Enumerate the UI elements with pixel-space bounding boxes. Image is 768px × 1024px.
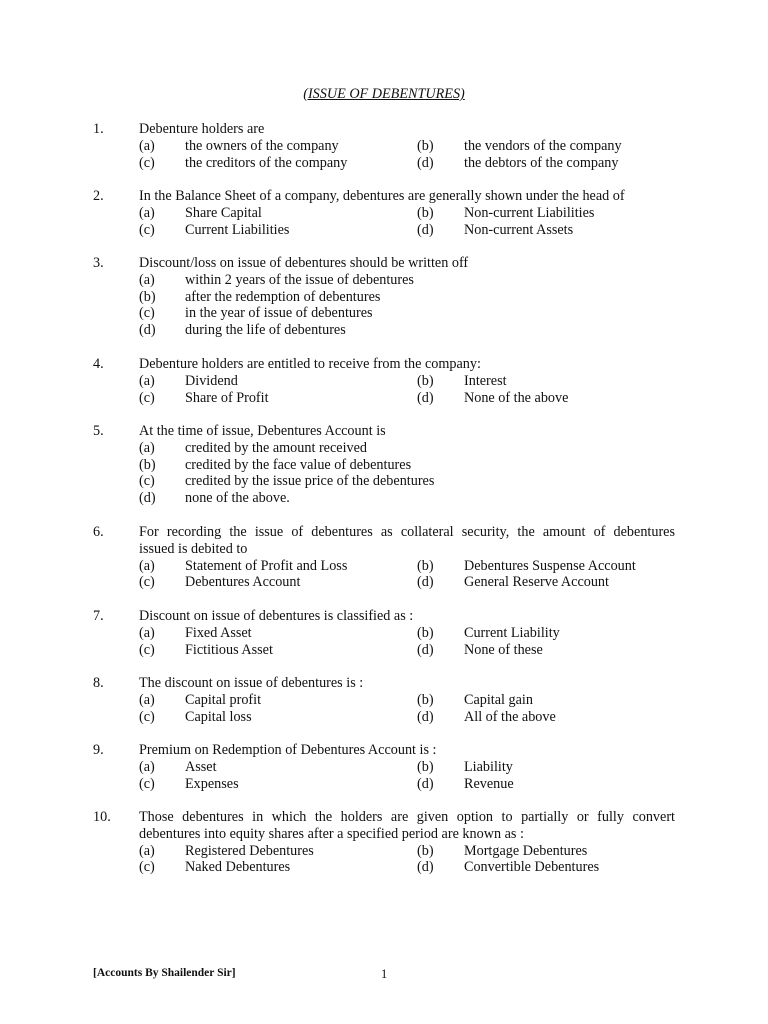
option-row xyxy=(0,558,768,575)
option-label: (b) xyxy=(417,624,434,641)
option-text: Expenses xyxy=(185,775,239,792)
question-stem-line xyxy=(0,356,768,373)
option-row xyxy=(0,625,768,642)
option-row xyxy=(0,322,768,339)
question-number: 8. xyxy=(93,675,104,691)
option-text: Revenue xyxy=(464,775,514,792)
question-number: 6. xyxy=(93,524,104,540)
footer-author: [Accounts By Shailender Sir] xyxy=(93,967,236,979)
option-label: (b) xyxy=(417,204,434,221)
option-row xyxy=(0,473,768,490)
option-text: the creditors of the company xyxy=(185,154,348,171)
question-text: Discount on issue of debentures is classified as : xyxy=(139,608,414,624)
question-stem-line xyxy=(0,809,768,826)
option-row xyxy=(0,440,768,457)
option-text: Interest xyxy=(464,372,507,389)
option-label: (d) xyxy=(417,859,434,876)
question-number: 7. xyxy=(93,608,104,624)
option-text: the debtors of the company xyxy=(464,154,619,171)
question-stem-line xyxy=(0,188,768,205)
option-row xyxy=(0,305,768,322)
option-text: in the year of issue of debentures xyxy=(185,305,373,322)
option-label: (a) xyxy=(139,624,155,641)
option-text: credited by the issue price of the debentures xyxy=(185,473,435,490)
option-label: (a) xyxy=(139,842,155,859)
option-text: credited by the amount received xyxy=(185,439,367,456)
option-row xyxy=(0,155,768,172)
option-text: Share Capital xyxy=(185,204,262,221)
option-row xyxy=(0,692,768,709)
option-label: (a) xyxy=(139,372,155,389)
option-label: (d) xyxy=(417,641,434,658)
option-row xyxy=(0,205,768,222)
option-text: the owners of the company xyxy=(185,137,339,154)
option-label: (d) xyxy=(139,490,156,507)
option-text: Debentures Account xyxy=(185,574,301,591)
option-text: Mortgage Debentures xyxy=(464,842,588,859)
option-text: during the life of debentures xyxy=(185,322,346,339)
option-row xyxy=(0,574,768,591)
option-row xyxy=(0,222,768,239)
question-number: 1. xyxy=(93,121,104,137)
page-title: (ISSUE OF DEBENTURES) xyxy=(303,86,465,102)
question-text: Those debentures in which the holders are given option to partially or fully convert xyxy=(139,809,675,825)
option-text: Share of Profit xyxy=(185,389,269,406)
question-number: 3. xyxy=(93,255,104,271)
question-10 xyxy=(0,809,768,876)
option-text: credited by the face value of debentures xyxy=(185,456,412,473)
question-stem-line xyxy=(0,742,768,759)
question-number: 10. xyxy=(93,809,111,825)
option-label: (a) xyxy=(139,204,155,221)
option-text: Capital profit xyxy=(185,691,262,708)
question-text: Discount/loss on issue of debentures should be written off xyxy=(139,255,469,271)
option-text: Capital gain xyxy=(464,691,533,708)
option-label: (c) xyxy=(139,708,155,725)
page-number: 1 xyxy=(381,967,388,981)
option-label: (b) xyxy=(417,372,434,389)
option-label: (b) xyxy=(139,456,156,473)
question-stem-line xyxy=(0,255,768,272)
option-label: (b) xyxy=(139,288,156,305)
option-label: (c) xyxy=(139,859,155,876)
option-text: Naked Debentures xyxy=(185,859,291,876)
question-text: At the time of issue, Debentures Account is xyxy=(139,423,386,439)
question-text: The discount on issue of debentures is : xyxy=(139,675,364,691)
option-label: (d) xyxy=(417,775,434,792)
option-label: (b) xyxy=(417,842,434,859)
option-text: Non-current Assets xyxy=(464,221,574,238)
option-label: (c) xyxy=(139,305,155,322)
option-label: (a) xyxy=(139,557,155,574)
option-row xyxy=(0,843,768,860)
option-text: Capital loss xyxy=(185,708,252,725)
option-label: (b) xyxy=(417,557,434,574)
option-label: (c) xyxy=(139,154,155,171)
option-label: (d) xyxy=(417,154,434,171)
option-text: Statement of Profit and Loss xyxy=(185,557,348,574)
option-label: (c) xyxy=(139,641,155,658)
question-4 xyxy=(0,356,768,406)
option-text: Registered Debentures xyxy=(185,842,314,859)
question-6 xyxy=(0,524,768,591)
option-row xyxy=(0,289,768,306)
question-text: In the Balance Sheet of a company, debentures are generally shown under the head of xyxy=(139,188,625,204)
option-label: (a) xyxy=(139,691,155,708)
option-label: (d) xyxy=(417,389,434,406)
option-text: within 2 years of the issue of debentures xyxy=(185,271,414,288)
question-stem-line xyxy=(0,121,768,138)
question-2 xyxy=(0,188,768,238)
option-row xyxy=(0,490,768,507)
option-row xyxy=(0,373,768,390)
option-label: (c) xyxy=(139,473,155,490)
option-label: (a) xyxy=(139,439,155,456)
option-text: Asset xyxy=(185,758,217,775)
option-text: None of the above xyxy=(464,389,569,406)
option-label: (a) xyxy=(139,271,155,288)
question-3 xyxy=(0,255,768,339)
option-label: (d) xyxy=(417,708,434,725)
question-number: 5. xyxy=(93,423,104,439)
option-row xyxy=(0,642,768,659)
option-text: Fictitious Asset xyxy=(185,641,273,658)
option-text: Current Liabilities xyxy=(185,221,290,238)
question-text-continued: issued is debited to xyxy=(139,540,248,557)
option-row xyxy=(0,776,768,793)
question-stem-line xyxy=(0,541,768,558)
option-label: (d) xyxy=(417,221,434,238)
option-label: (c) xyxy=(139,775,155,792)
option-label: (b) xyxy=(417,137,434,154)
option-label: (c) xyxy=(139,574,155,591)
option-text: none of the above. xyxy=(185,490,290,507)
question-stem-line xyxy=(0,423,768,440)
question-number: 4. xyxy=(93,356,104,372)
option-label: (c) xyxy=(139,221,155,238)
option-row xyxy=(0,759,768,776)
question-text: Debenture holders are xyxy=(139,121,265,137)
option-text: Convertible Debentures xyxy=(464,859,600,876)
option-label: (b) xyxy=(417,758,434,775)
option-text: All of the above xyxy=(464,708,556,725)
question-text: Premium on Redemption of Debentures Account is : xyxy=(139,742,437,758)
option-text: Current Liability xyxy=(464,624,560,641)
option-label: (a) xyxy=(139,137,155,154)
option-label: (d) xyxy=(417,574,434,591)
option-row xyxy=(0,138,768,155)
option-row xyxy=(0,457,768,474)
question-9 xyxy=(0,742,768,792)
question-text: Debenture holders are entitled to receive from the company: xyxy=(139,356,481,372)
option-row xyxy=(0,272,768,289)
question-stem-line xyxy=(0,826,768,843)
option-row xyxy=(0,709,768,726)
question-7 xyxy=(0,608,768,658)
option-row xyxy=(0,390,768,407)
question-8 xyxy=(0,675,768,725)
question-number: 9. xyxy=(93,742,104,758)
option-text: Debentures Suspense Account xyxy=(464,557,636,574)
question-stem-line xyxy=(0,675,768,692)
question-1 xyxy=(0,121,768,171)
question-stem-line xyxy=(0,524,768,541)
option-text: Fixed Asset xyxy=(185,624,252,641)
question-number: 2. xyxy=(93,188,104,204)
option-text: the vendors of the company xyxy=(464,137,622,154)
option-text: General Reserve Account xyxy=(464,574,609,591)
option-row xyxy=(0,859,768,876)
option-text: Dividend xyxy=(185,372,238,389)
option-label: (a) xyxy=(139,758,155,775)
question-text-continued: debentures into equity shares after a specified period are known as : xyxy=(139,825,524,842)
option-text: after the redemption of debentures xyxy=(185,288,381,305)
question-text: For recording the issue of debentures as collateral security, the amount of debentures xyxy=(139,524,675,540)
option-label: (d) xyxy=(139,322,156,339)
question-5 xyxy=(0,423,768,507)
option-label: (c) xyxy=(139,389,155,406)
option-text: Non-current Liabilities xyxy=(464,204,595,221)
option-text: None of these xyxy=(464,641,543,658)
option-label: (b) xyxy=(417,691,434,708)
option-text: Liability xyxy=(464,758,513,775)
question-stem-line xyxy=(0,608,768,625)
